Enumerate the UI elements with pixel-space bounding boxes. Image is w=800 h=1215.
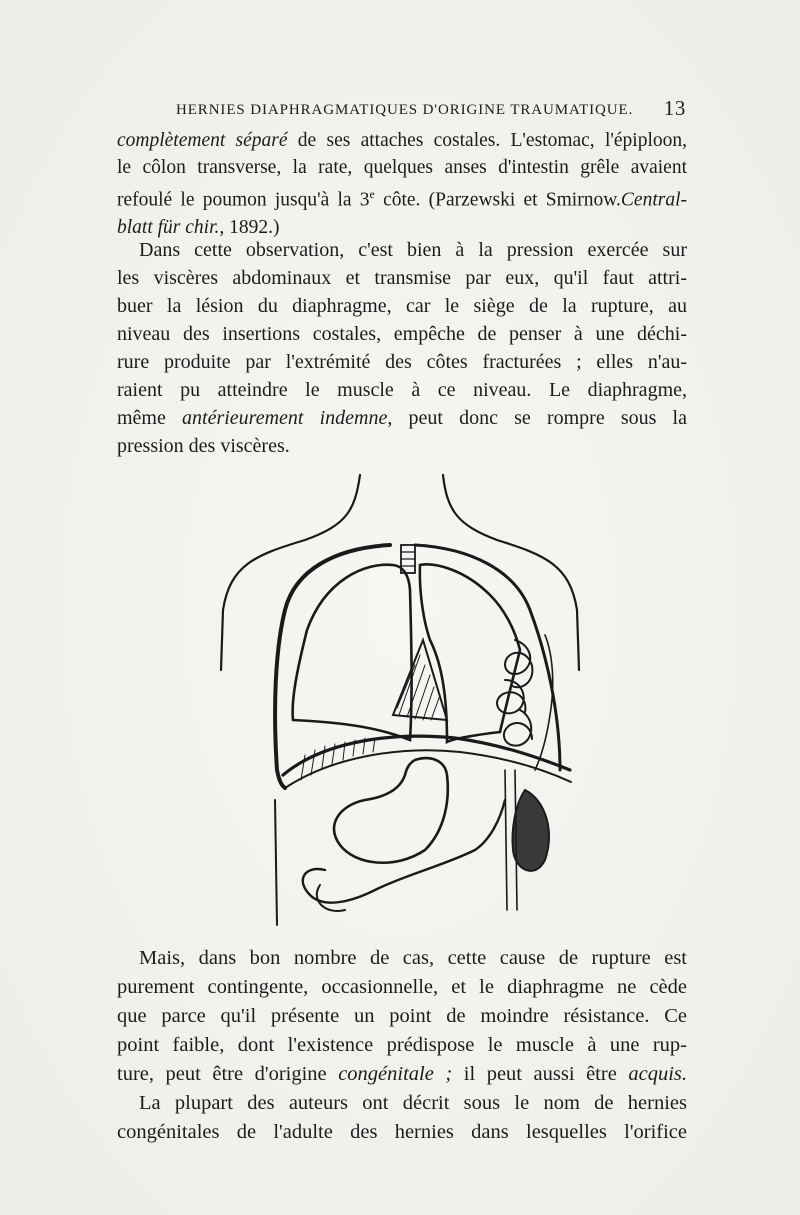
running-title: HERNIES DIAPHRAGMATIQUES D'ORIGINE TRAUMATIQUE. bbox=[176, 102, 634, 118]
text-run: refoulé le poumon jusqu'à la 3 bbox=[117, 189, 370, 211]
page-number: 13 bbox=[663, 96, 686, 120]
italic-phrase: blatt für chir. bbox=[117, 216, 220, 238]
italic-phrase: Central- bbox=[620, 189, 687, 211]
running-head bbox=[116, 96, 686, 120]
text-line: raient pu atteindre le muscle à ce niveau. Le diaphragme, bbox=[117, 379, 687, 401]
text-line bbox=[117, 404, 687, 432]
text-line bbox=[117, 1060, 687, 1089]
anatomical-illustration bbox=[215, 470, 585, 930]
text-line: purement contingente, occasionnelle, et le diaphragme ne cède bbox=[117, 976, 687, 998]
text-line: le côlon transverse, la rate, quelques anses d'intestin grêle avaient bbox=[117, 157, 687, 178]
text-line: niveau des insertions costales, empêche de penser à une déchi- bbox=[117, 323, 687, 345]
text-line bbox=[117, 127, 687, 154]
text-line: buer la lésion du diaphragme, car le siège de la rupture, au bbox=[117, 295, 687, 317]
text-line: Dans cette observation, c'est bien à la pression exercée sur bbox=[139, 239, 687, 261]
diaphragmatic-hernia-drawing bbox=[215, 470, 585, 930]
text-run: ture, peut être d'origine bbox=[117, 1063, 339, 1085]
text-line bbox=[117, 181, 687, 214]
superscript: e bbox=[369, 187, 375, 201]
italic-phrase: complètement séparé bbox=[117, 130, 288, 151]
italic-phrase: congénitale ; bbox=[338, 1063, 453, 1085]
text-line: congénitales de l'adulte des hernies dans lesquelles l'orifice bbox=[117, 1121, 687, 1143]
text-run: côte. (Parzewski et Smirnow. bbox=[374, 189, 621, 211]
paragraph-continuation bbox=[117, 127, 687, 241]
italic-phrase: antérieurement indemne bbox=[182, 407, 388, 429]
text-line: rure produite par l'extrémité des côtes fracturées ; elles n'au- bbox=[117, 351, 687, 373]
text-run: , peut donc se rompre sous la bbox=[387, 407, 687, 429]
italic-phrase: acquis. bbox=[628, 1063, 687, 1085]
paragraph-observation bbox=[117, 236, 687, 460]
text-line: Mais, dans bon nombre de cas, cette cause de rupture est bbox=[139, 947, 687, 969]
text-line: les viscères abdominaux et transmise par eux, qu'il faut attri- bbox=[117, 267, 687, 289]
text-line: La plupart des auteurs ont décrit sous le nom de hernies bbox=[139, 1092, 687, 1114]
paragraph-causes bbox=[117, 944, 687, 1147]
text-run: même bbox=[117, 407, 183, 429]
text-line: pression des viscères. bbox=[117, 435, 290, 457]
text-run: , 1892.) bbox=[219, 216, 280, 238]
text-run: de ses attaches costales. L'estomac, l'épiploon, bbox=[287, 130, 687, 151]
text-run: il peut aussi être bbox=[452, 1063, 629, 1085]
text-line: que parce qu'il présente un point de moindre résistance. Ce bbox=[117, 1005, 687, 1027]
text-line: point faible, dont l'existence prédispose le muscle à une rup- bbox=[117, 1034, 687, 1056]
